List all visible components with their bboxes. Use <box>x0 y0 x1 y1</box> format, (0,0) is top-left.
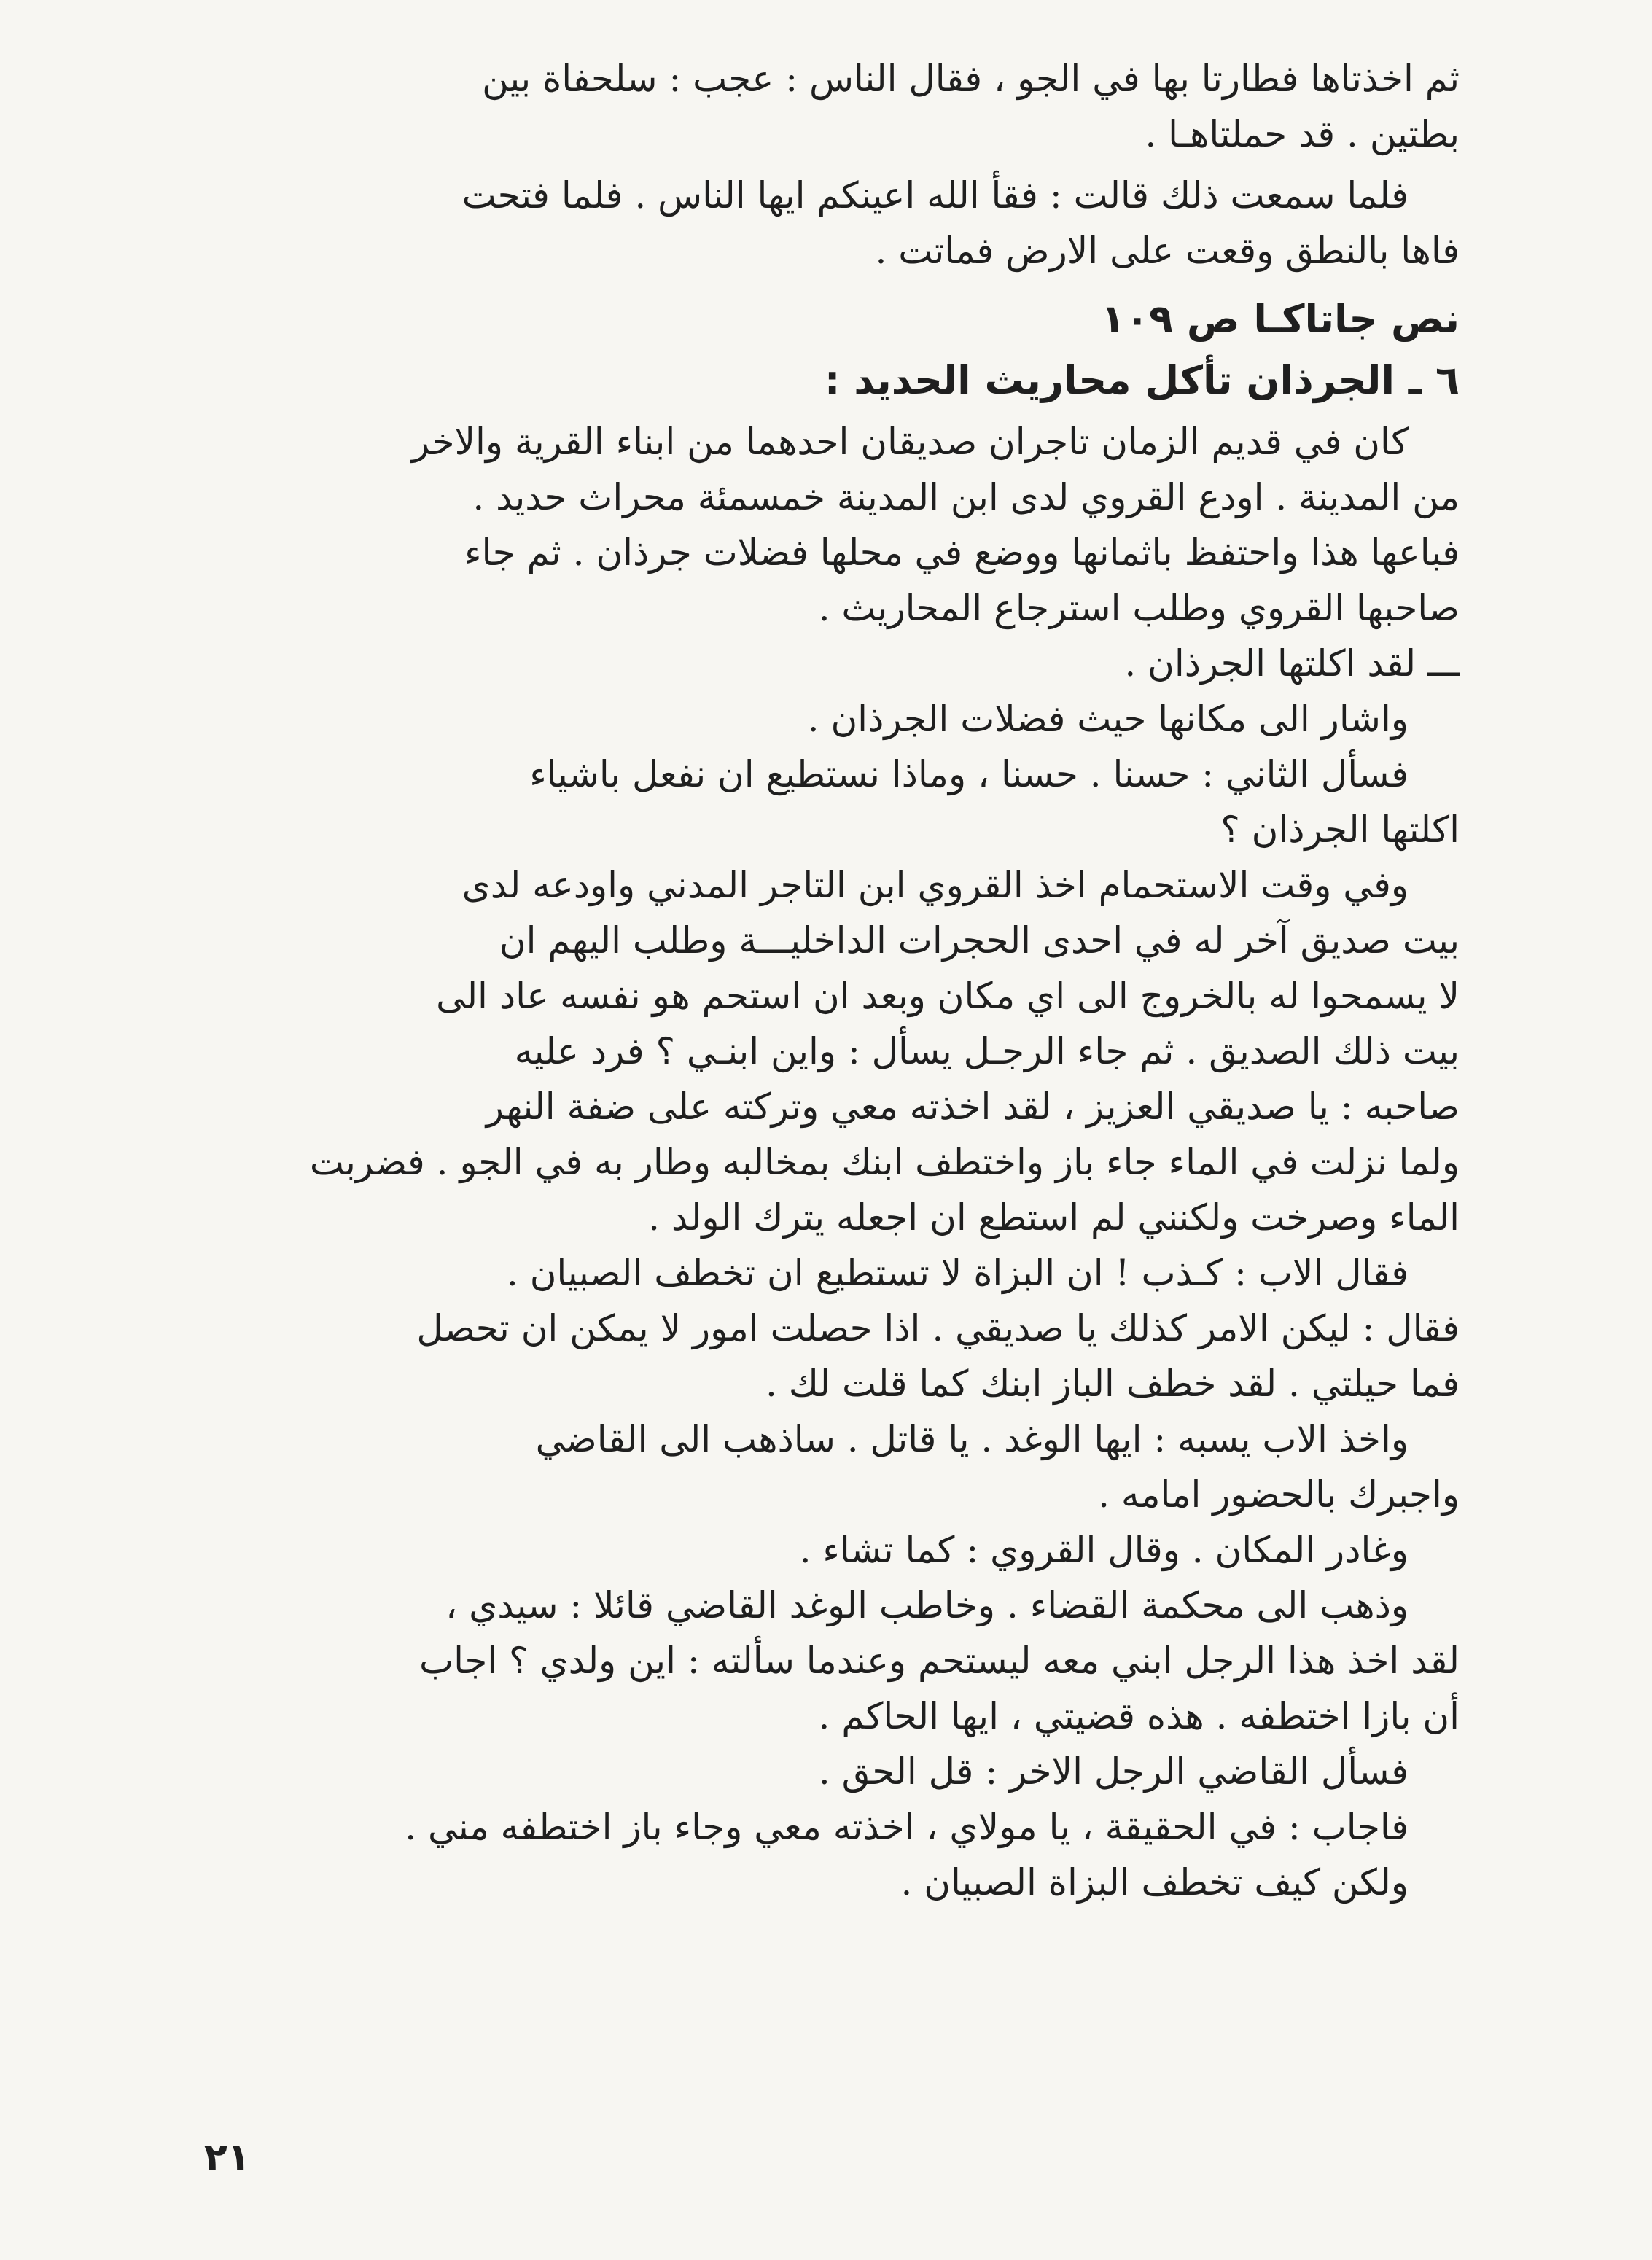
text-line: ثم اخذتاها فطارتا بها في الجو ، فقال الناس : عجب : سلحفاة بين <box>482 58 1460 100</box>
text-line: فقال الاب : كـذب ! ان البزاة لا تستطيع ان تخطف الصبيان . <box>506 1252 1409 1294</box>
story-title-heading: ٦ ـ الجرذان تأكل محاريث الحديد : <box>824 357 1460 403</box>
text-line: فسأل الثاني : حسنا . حسنا ، وماذا نستطيع ان نفعل باشياء <box>529 753 1409 795</box>
text-line: صاحبه : يا صديقي العزيز ، لقد اخذته معي وتركته على ضفة النهر <box>486 1086 1460 1128</box>
text-line: من المدينة . اودع القروي لدى ابن المدينة خمسمئة محراث حديد . <box>472 476 1460 518</box>
text-line: وغادر المكان . وقال القروي : كما تشاء . <box>799 1529 1409 1571</box>
text-line: بطتين . قد حملتاهـا . <box>1145 113 1460 155</box>
text-line: صاحبها القروي وطلب استرجاع المحاريث . <box>818 587 1460 629</box>
text-line: فما حيلتي . لقد خطف الباز ابنك كما قلت لك . <box>765 1363 1460 1405</box>
text-line: فسأل القاضي الرجل الاخر : قل الحق . <box>818 1750 1409 1793</box>
text-line: بيت صديق آخر له في احدى الحجرات الداخليـــة وطلب اليهم ان <box>499 919 1460 962</box>
text-line: لقد اخذ هذا الرجل ابني معه ليستحم وعندما سألته : اين ولدي ؟ اجاب <box>419 1640 1460 1682</box>
text-line: ولكن كيف تخطف البزاة الصبيان . <box>900 1861 1409 1904</box>
page-body-text <box>191 51 1460 1910</box>
text-line: فلما سمعت ذلك قالت : فقأ الله اعينكم ايها الناس . فلما فتحت <box>461 174 1409 217</box>
text-line: كان في قديم الزمان تاجران صديقان احدهما من ابناء القرية والاخر <box>412 421 1409 463</box>
page-number: ٢١ <box>204 2136 251 2180</box>
text-line: الماء وصرخت ولكنني لم استطع ان اجعله يترك الولد . <box>648 1196 1460 1239</box>
section-source-heading: نص جاتاكـا ص ١٠٩ <box>1101 296 1460 342</box>
text-line: فاها بالنطق وقعت على الارض فماتت . <box>875 230 1460 272</box>
text-line: بيت ذلك الصديق . ثم جاء الرجـل يسأل : واين ابنـي ؟ فرد عليه <box>514 1030 1460 1072</box>
text-line: أن بازا اختطفه . هذه قضيتي ، ايها الحاكم . <box>818 1695 1460 1737</box>
text-line: اكلتها الجرذان ؟ <box>1220 808 1460 851</box>
text-line: واجبرك بالحضور امامه . <box>1098 1473 1460 1516</box>
text-line: لا يسمحوا له بالخروج الى اي مكان وبعد ان استحم هو نفسه عاد الى <box>436 975 1460 1017</box>
text-line: ـــ لقد اكلتها الجرذان . <box>1124 642 1460 685</box>
text-line: وفي وقت الاستحمام اخذ القروي ابن التاجر المدني واودعه لدى <box>461 864 1409 906</box>
text-line: واخذ الاب يسبه : ايها الوغد . يا قاتل . ساذهب الى القاضي <box>535 1418 1409 1460</box>
text-line: فباعها هذا واحتفظ باثمانها ووضع في محلها فضلات جرذان . ثم جاء <box>464 531 1460 574</box>
text-line: واشار الى مكانها حيث فضلات الجرذان . <box>807 698 1409 740</box>
text-line: فقال : ليكن الامر كذلك يا صديقي . اذا حصلت امور لا يمكن ان تحصل <box>416 1307 1460 1349</box>
text-line: ولما نزلت في الماء جاء باز واختطف ابنك بمخالبه وطار به في الجو . فضربت <box>309 1141 1460 1183</box>
text-line: فاجاب : في الحقيقة ، يا مولاي ، اخذته معي وجاء باز اختطفه مني . <box>405 1806 1409 1848</box>
text-line: وذهب الى محكمة القضاء . وخاطب الوغد القاضي قائلا : سيدي ، <box>445 1584 1409 1626</box>
